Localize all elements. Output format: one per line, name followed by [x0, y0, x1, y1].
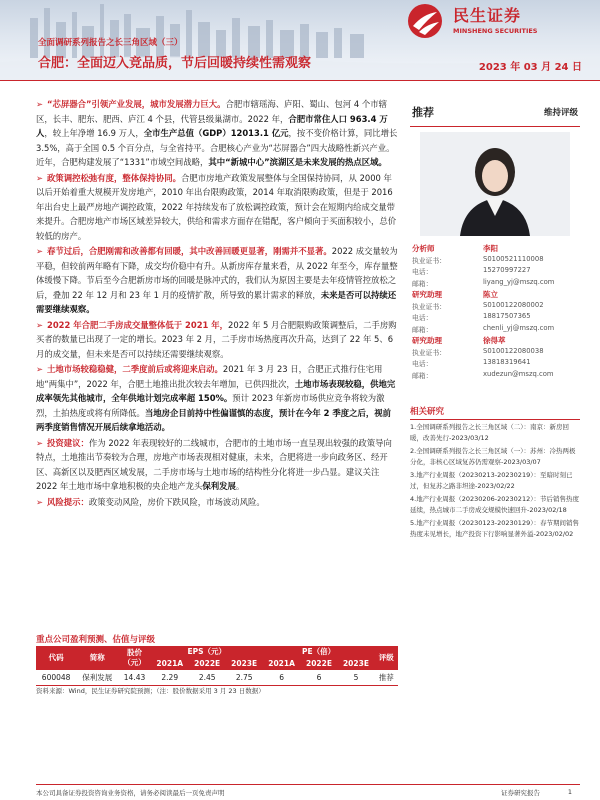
- footer-divider: [36, 784, 580, 785]
- arrow-bullet-icon: ➢: [36, 172, 44, 183]
- analyst-role: 研究助理: [412, 336, 442, 345]
- col-year: 2022E: [189, 658, 226, 670]
- paragraph-bold: 未来是否可以持续还需要继续观察。: [36, 289, 397, 314]
- page-title: 合肥：全面迈入竞品质，节后回暖持续性需观察: [38, 56, 312, 71]
- analyst-row: [410, 312, 580, 324]
- logo-icon: [405, 2, 449, 40]
- analyst-list: [410, 243, 580, 381]
- paragraph-text: 作为 2022 年表现较好的二线城市，合肥市的土地市场一直呈现出较强的政策导向特点，土地推出节奏较为合理，房地产市场表现相对健康，未来，合肥将进一步向政务区、经开区、高新区以及肥西区域发展，二手房市场与土地市场的结构性分化将进一步凸显。建议关注 2022 年土地市场中拿地积极的央企地产龙头: [36, 437, 392, 491]
- paragraph-bold: 土地市场表现较稳，供地完成率领先其他城市，全年供地计划完成率超 150%。: [36, 378, 396, 403]
- sidebar: [410, 96, 580, 127]
- rating-header: [410, 96, 580, 127]
- analyst-row: [410, 255, 580, 267]
- col-name: 简称: [76, 646, 118, 670]
- brand-logo: [403, 2, 588, 42]
- arrow-bullet-icon: ➢: [36, 437, 44, 448]
- phone-number: 13818319641: [483, 358, 531, 366]
- arrow-bullet-icon: ➢: [36, 496, 44, 507]
- report-date: 2023 年 03 月 24 日: [478, 62, 582, 73]
- email-link[interactable]: chenli_yj@mszq.com: [483, 323, 555, 332]
- paragraph-text: ，按不变价格计算，同比增长 3.5%，高于全国 0.5 个百分点，与全省持平。合肥核心产业为“芯屏器合”四大战略性新兴产业。近年，合肥构建发展了“1331”市域空间战略，: [36, 128, 398, 167]
- col-price: [118, 646, 151, 670]
- page-number: 1: [567, 788, 572, 796]
- paragraph-text: 合肥市房地产政策发展整体与全国保持协同，从 2000 年以后开始着重大规模开发房地产，2010 年出台限购政策，2014 年取消限购政策，但是于 2016 年出台史上最严房地产调控政策，2022 年持续发布了放松调控政策，预计会在短期内给成交量带来提升。合肥房地产市场区域差异较大，供给和需求方面存在错配，客户倾向于买面积较小，总价较低的房产。: [36, 172, 397, 241]
- cert-number: S0100122080038: [483, 346, 544, 355]
- analyst-row: [410, 347, 580, 359]
- cell-name: 保利发展: [76, 670, 118, 686]
- related-research-list: [410, 422, 580, 542]
- analyst-row: [410, 266, 580, 278]
- table-source: 资料来源：Wind，民生证券研究院预测；（注：股价数据采用 3 月 23 日数据）: [36, 687, 265, 695]
- analyst-role: 研究助理: [412, 290, 442, 299]
- analyst-row: [410, 243, 580, 255]
- summary-paragraph: [36, 362, 398, 435]
- recommendation-label: 推荐: [412, 106, 434, 119]
- col-year: 2022E: [301, 658, 338, 670]
- cell-eps: 2.29: [151, 670, 189, 686]
- paragraph-heading: 土地市场较稳稳健，二季度前后或将迎来启动。: [47, 364, 223, 374]
- analyst-row: [410, 335, 580, 347]
- col-year: 2021A: [151, 658, 189, 670]
- summary-paragraph: [36, 495, 398, 510]
- analyst-row: [410, 289, 580, 301]
- arrow-bullet-icon: ➢: [36, 246, 44, 256]
- analyst-row: [410, 278, 580, 290]
- cert-number: S0100521110008: [483, 254, 544, 263]
- table-title: 重点公司盈利预测、估值与评级: [36, 635, 156, 645]
- table-header-row: [36, 646, 398, 658]
- analyst-row: [410, 358, 580, 370]
- summary-paragraph: [36, 436, 398, 494]
- summary-paragraph: [36, 244, 398, 317]
- col-price-unit: （元）: [123, 658, 146, 667]
- col-price-label: 股价: [127, 648, 142, 657]
- col-year: 2023E: [226, 658, 263, 670]
- header-divider: [0, 80, 600, 81]
- analyst-row: [410, 301, 580, 313]
- paragraph-bold: 其中“新城中心”滨湖区是未来发展的热点区域。: [208, 157, 387, 167]
- phone-label: 电话：: [412, 360, 433, 368]
- footer-doc-type: 证券研究报告: [501, 789, 540, 797]
- cell-code: 600048: [36, 670, 76, 686]
- col-eps: EPS（元）: [151, 646, 263, 658]
- paragraph-bold: 全市生产总值（GDP）12013.1 亿元: [143, 128, 289, 138]
- cell-rating: 推荐: [374, 670, 398, 686]
- paragraph-heading: 政策调控松弛有度，整体保持协同。: [47, 172, 182, 183]
- paragraph-heading: 2022 年合肥二手房成交量整体低于 2021 年，: [47, 319, 229, 330]
- phone-label: 电话：: [412, 314, 433, 322]
- cell-pe: 6: [301, 670, 338, 686]
- logo-text-cn: 民生证券: [453, 6, 522, 25]
- paragraph-heading: 投资建议：: [47, 437, 89, 448]
- col-year: 2021A: [263, 658, 301, 670]
- col-year: 2023E: [337, 658, 374, 670]
- paragraph-bold: 保利发展: [202, 481, 236, 491]
- cert-label: 执业证书：: [412, 348, 446, 357]
- paragraph-text: 预计 2023 年新房市场供应竞争将较为激烈，土拍热度或将有所降低。: [36, 393, 385, 418]
- phone-number: 18817507365: [483, 312, 531, 320]
- cell-price: 14.43: [118, 670, 151, 686]
- related-item[interactable]: 2.全国调研系列报告之长三角区域（一）：苏州：冷热两极分化，非核心区域复苏仍需观察-2023/03/07: [410, 447, 576, 466]
- email-label: 邮箱：: [412, 279, 433, 288]
- paragraph-text: ，较上年净增 16.9 万人，: [44, 128, 144, 138]
- analyst-role: 分析师: [412, 244, 435, 253]
- analyst-name: 徐得萃: [483, 336, 506, 345]
- phone-label: 电话：: [412, 268, 433, 276]
- forecast-table: [36, 646, 398, 686]
- summary-paragraph: [36, 171, 398, 244]
- cert-label: 执业证书：: [412, 256, 446, 265]
- report-series: 全面调研系列报告之长三角区域（三）: [38, 38, 183, 48]
- paragraph-heading: 春节过后，合肥刚需和改善都有回暖，其中改善回暖更显著，刚需并不显著。: [47, 246, 332, 256]
- paragraph-text: 合肥市辖瑶海、庐阳、蜀山、包河 4 个市辖区，长丰、肥东、肥西、庐江 4 个县，代管县级巢湖市。2022 年，: [36, 99, 387, 124]
- arrow-bullet-icon: ➢: [36, 99, 44, 109]
- col-pe: PE（倍）: [263, 646, 375, 658]
- related-item[interactable]: 3.地产行业周报（20230213-20230219）：至暗时刻已过，但复苏之路非坦途-2023/02/22: [410, 471, 573, 490]
- cert-number: S0100122080002: [483, 300, 544, 309]
- analyst-row: [410, 370, 580, 382]
- arrow-bullet-icon: ➢: [36, 319, 44, 330]
- summary-paragraph: [36, 318, 398, 362]
- logo-text-en: MINSHENG SECURITIES: [453, 27, 538, 35]
- paragraph-text: 。: [235, 481, 245, 491]
- footer-disclaimer: 本公司具备证券投资咨询业务资格，请务必阅读最后一页免责声明: [36, 789, 225, 797]
- analyst-photo: [420, 132, 570, 236]
- paragraph-bold: 当地房企目前持中性偏谨慎的态度，预计在今年 2 季度之后，视前两季度销售情况开展后续拿地活动。: [36, 407, 392, 432]
- related-item[interactable]: 4.地产行业周报（20230206-20230212）：节后销售热度延续，热点城市二手房成交规模快速回升-2023/02/18: [410, 495, 579, 514]
- arrow-bullet-icon: ➢: [36, 364, 44, 374]
- email-label: 邮箱：: [412, 371, 433, 380]
- related-item[interactable]: 1.全国调研系列报告之长三角区域（二）：南京：新房回暖，改善先行-2023/03/12: [410, 423, 569, 442]
- related-item[interactable]: 5.地产行业周报（20230123-20230129）：春节期间销售热度未见增长，地产投资下行影响显著外溢-2023/02/02: [410, 519, 579, 538]
- cell-pe: 6: [263, 670, 301, 686]
- email-label: 邮箱：: [412, 325, 433, 334]
- col-code: 代码: [36, 646, 76, 670]
- cell-pe: 5: [337, 670, 374, 686]
- analyst-name: 李阳: [483, 244, 498, 253]
- table-row: [36, 670, 398, 686]
- paragraph-text: 2021 年 3 月 23 日，合肥正式推行住宅用地“两集中”，2022 年，合肥土地推出批次较去年增加，已供四批次，: [36, 364, 383, 389]
- cell-eps: 2.45: [189, 670, 226, 686]
- paragraph-text: 2022 成交量较为平稳，但较前两年略有下降，成交均价稳中有升。从新房库存量来看，从 2022 年至今，库存量整体缓慢下降。节后至今合肥新房市场的回暖是脉冲式的，我们认为原因主要是去年疫情管控放松之后，叠加 22 年 12 月和 23 年 1 月的疫情扩散，所导致的累计需求的释放，: [36, 246, 398, 300]
- paragraph-text: 2022 年 5 月合肥限购政策调整后，二手房购买者的数量已出现了一定的增长。2023 年 2 月，二手房市场热度再次升高，达到了 22 年 5、6 月的成交量，但未来是否可以持续还需要继续观察。: [36, 319, 397, 359]
- email-link[interactable]: liyang_yj@mszq.com: [483, 277, 555, 286]
- email-link[interactable]: xudezun@mszq.com: [483, 369, 554, 378]
- main-content: [36, 97, 398, 510]
- cert-label: 执业证书：: [412, 302, 446, 311]
- phone-number: 15270997227: [483, 266, 531, 274]
- paragraph-text: 政策变动风险，房价下跌风险，市场波动风险。: [88, 496, 265, 507]
- analyst-row: [410, 324, 580, 336]
- paragraph-heading: 风险提示：: [47, 496, 89, 507]
- cell-eps: 2.75: [226, 670, 263, 686]
- summary-paragraph: [36, 97, 398, 170]
- analyst-name: 陈立: [483, 290, 498, 299]
- col-rating: 评级: [374, 646, 398, 670]
- related-research-title: 相关研究: [410, 405, 580, 420]
- paragraph-heading: “芯屏器合”引领产业发展，城市发展潜力巨大。: [47, 99, 226, 109]
- rating-label: 维持评级: [543, 108, 578, 118]
- paragraph-bold: 合肥市常住人口 963.4 万人: [36, 113, 388, 138]
